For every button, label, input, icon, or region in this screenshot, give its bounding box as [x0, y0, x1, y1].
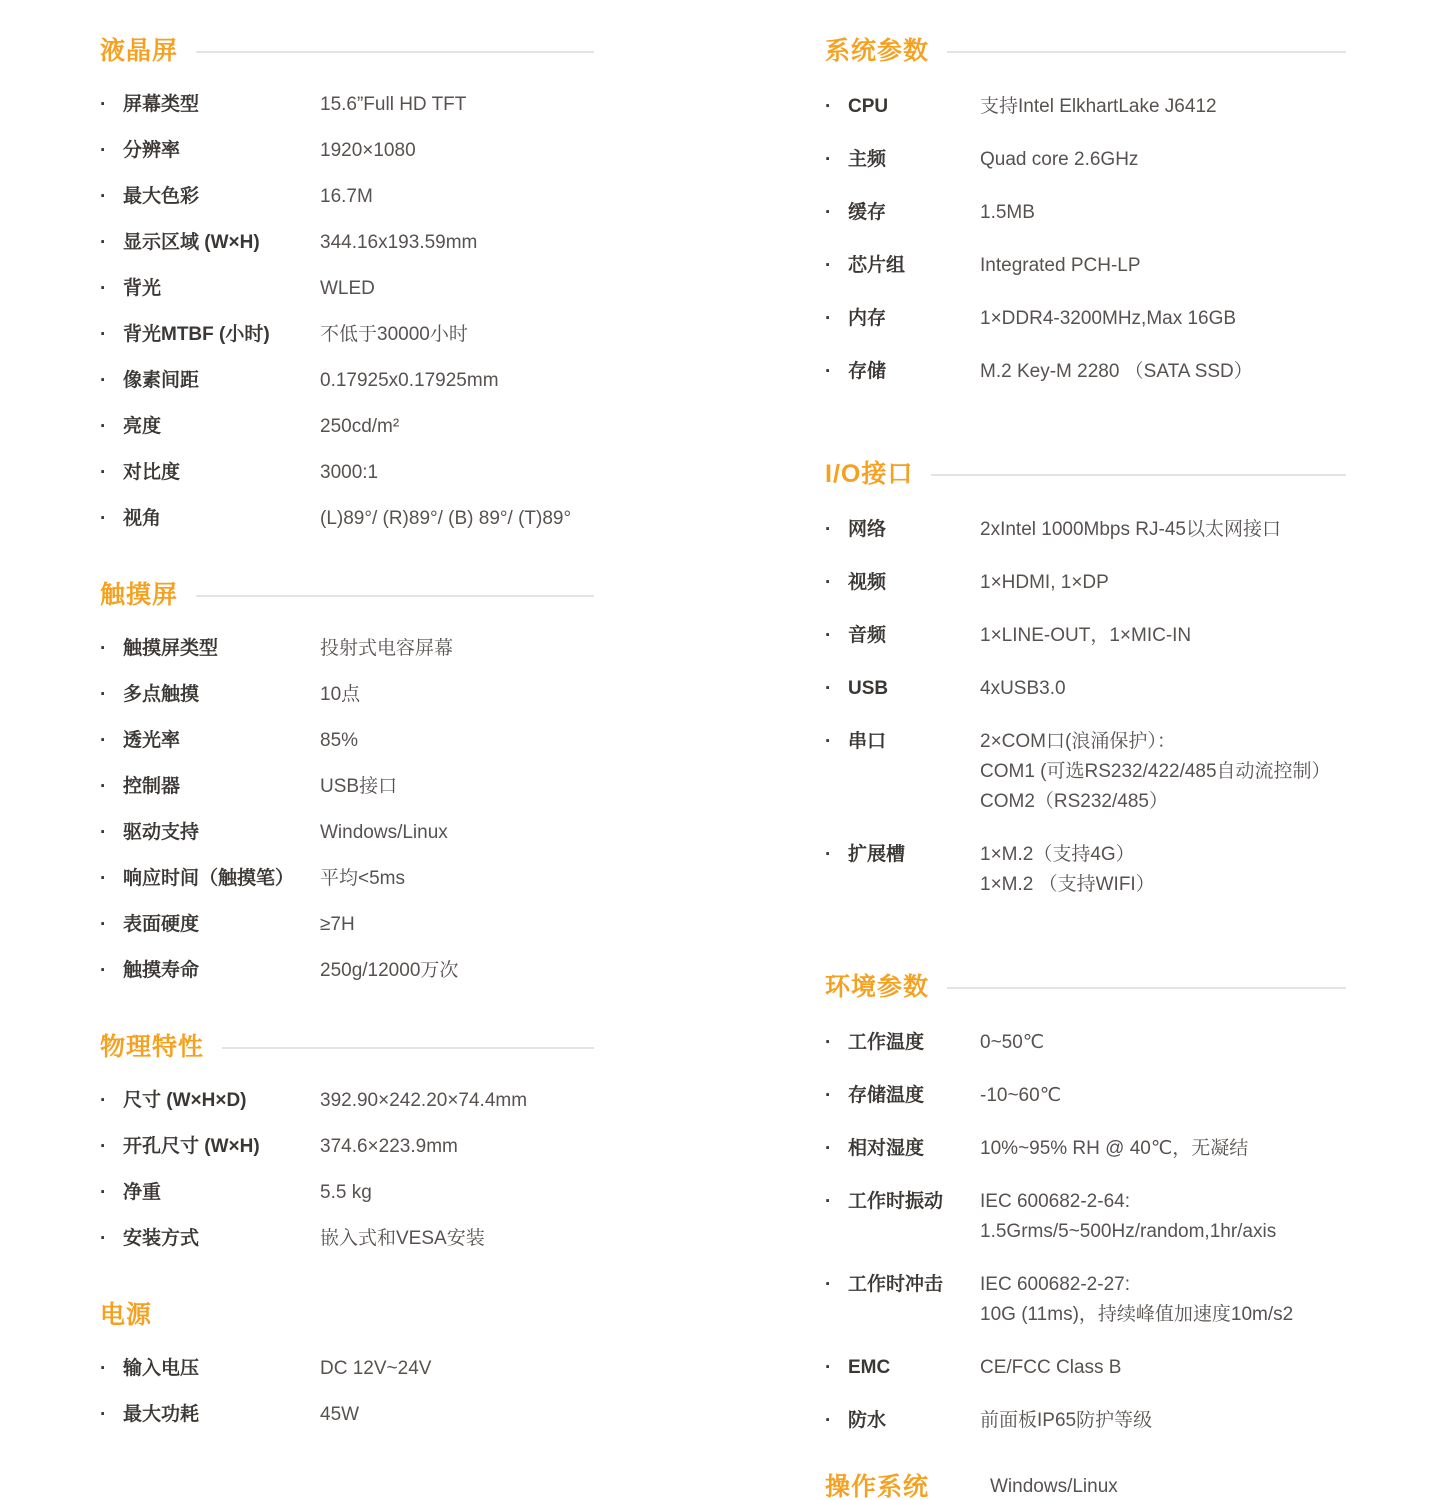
spec-value-line: 不低于30000小时 — [320, 324, 468, 345]
bullet-dot: · — [100, 232, 107, 253]
spec-row — [100, 866, 594, 892]
spec-value-line: 0.17925x0.17925mm — [320, 370, 499, 391]
spec-value-line: 1×M.2（支持4G） — [980, 844, 1135, 865]
spec-label: 主频 — [848, 149, 887, 170]
spec-value-line: 10G (11ms)，持续峰值加速度10m/s2 — [980, 1304, 1294, 1325]
spec-label: 视角 — [123, 508, 162, 529]
bullet-dot: · — [100, 140, 107, 161]
spec-label: 控制器 — [123, 776, 181, 797]
spec-value — [320, 368, 499, 394]
spec-row — [100, 138, 594, 164]
section-title: I/O接口 — [825, 460, 914, 488]
spec-row — [825, 727, 1346, 817]
spec-label: 安装方式 — [123, 1228, 200, 1249]
spec-label: 视频 — [848, 572, 887, 593]
spec-value — [980, 304, 1236, 334]
spec-row — [825, 840, 1346, 900]
section-header — [825, 457, 1346, 491]
spec-value — [320, 506, 571, 532]
spec-value-line: Quad core 2.6GHz — [980, 149, 1139, 170]
spec-value-line: 2xIntel 1000Mbps RJ-45以太网接口 — [980, 519, 1281, 540]
spec-row — [100, 728, 594, 754]
spec-value-line: 0~50℃ — [980, 1032, 1045, 1053]
spec-label: 响应时间（触摸笔） — [123, 868, 295, 889]
bullet-dot: · — [825, 572, 832, 593]
spec-label: 工作时冲击 — [848, 1274, 944, 1295]
spec-label: 屏幕类型 — [123, 94, 200, 115]
spec-value-line: USB接口 — [320, 776, 398, 797]
spec-value-line: 374.6×223.9mm — [320, 1136, 458, 1157]
spec-label: USB — [848, 678, 889, 699]
spec-row — [100, 1226, 594, 1252]
spec-value-line: -10~60℃ — [980, 1085, 1062, 1106]
spec-value — [980, 198, 1035, 228]
section-header — [100, 1030, 594, 1064]
spec-section-left-1 — [100, 578, 594, 984]
spec-value-line: 344.16x193.59mm — [320, 232, 478, 253]
spec-label: CPU — [848, 96, 889, 117]
spec-value-line: 1920×1080 — [320, 140, 416, 161]
spec-row — [825, 1187, 1346, 1247]
section-header — [825, 34, 1346, 68]
spec-value — [980, 251, 1141, 281]
spec-label: 像素间距 — [123, 370, 200, 391]
spec-value — [320, 138, 416, 164]
spec-value-line: WLED — [320, 278, 375, 299]
spec-value-line: IEC 600682-2-64: — [980, 1191, 1130, 1212]
bullet-dot: · — [825, 255, 832, 276]
bullet-dot: · — [100, 278, 107, 299]
spec-value-line: 16.7M — [320, 186, 373, 207]
spec-row — [825, 92, 1346, 122]
bullet-dot: · — [100, 684, 107, 705]
spec-row — [100, 1356, 594, 1382]
spec-label: 背光 — [123, 278, 162, 299]
bullet-dot: · — [825, 308, 832, 329]
spec-row — [825, 304, 1346, 334]
left-column — [100, 34, 594, 1428]
section-title: 操作系统 — [825, 1473, 930, 1500]
spec-section-left-3 — [100, 1298, 594, 1428]
bullet-dot: · — [100, 776, 107, 797]
spec-value — [980, 621, 1191, 651]
spec-value — [320, 92, 466, 118]
spec-label: 表面硬度 — [123, 914, 200, 935]
spec-label: 触摸屏类型 — [123, 638, 219, 659]
bullet-dot: · — [825, 149, 832, 170]
spec-value-line: 10点 — [320, 684, 361, 705]
spec-section-right-3 — [825, 1470, 1346, 1500]
spec-value-line: 392.90×242.20×74.4mm — [320, 1090, 528, 1111]
spec-row — [825, 674, 1346, 704]
spec-value-line: ≥7H — [320, 914, 355, 935]
spec-value — [320, 1088, 527, 1114]
spec-label: 对比度 — [123, 462, 181, 483]
spec-label: 开孔尺寸 (W×H) — [123, 1136, 260, 1157]
bullet-dot: · — [100, 1358, 107, 1379]
bullet-dot: · — [825, 844, 832, 865]
spec-row — [825, 1028, 1346, 1058]
spec-value-line: 10%~95% RH @ 40℃，无凝结 — [980, 1138, 1249, 1159]
spec-label: 显示区域 (W×H) — [123, 232, 260, 253]
spec-row — [100, 460, 594, 486]
bullet-dot: · — [100, 730, 107, 751]
spec-label: 防水 — [848, 1410, 887, 1431]
spec-label: 工作温度 — [848, 1032, 925, 1053]
spec-section-right-2 — [825, 970, 1346, 1436]
spec-row — [825, 515, 1346, 545]
spec-value-line: 2×COM口(浪涌保护）： — [980, 731, 1176, 752]
section-title: 环境参数 — [825, 973, 930, 1001]
spec-value — [320, 184, 373, 210]
spec-row — [100, 1180, 594, 1206]
spec-row — [100, 230, 594, 256]
spec-row — [100, 184, 594, 210]
spec-label: 工作时振动 — [848, 1191, 944, 1212]
spec-value-line: 支持Intel ElkhartLake J6412 — [980, 96, 1217, 117]
spec-value — [320, 1402, 359, 1428]
spec-value-line: DC 12V~24V — [320, 1358, 432, 1379]
bullet-dot: · — [100, 914, 107, 935]
bullet-dot: · — [100, 868, 107, 889]
spec-label: 内存 — [848, 308, 887, 329]
spec-value — [320, 636, 453, 662]
bullet-dot: · — [100, 638, 107, 659]
section-rule-line — [196, 51, 594, 53]
right-column — [825, 34, 1346, 1500]
bullet-dot: · — [100, 1090, 107, 1111]
section-header — [825, 970, 1346, 1004]
bullet-dot: · — [825, 1410, 832, 1431]
spec-row — [825, 357, 1346, 387]
spec-value-line: 4xUSB3.0 — [980, 678, 1066, 699]
spec-label: 输入电压 — [123, 1358, 200, 1379]
spec-row — [825, 621, 1346, 651]
bullet-dot: · — [100, 1228, 107, 1249]
spec-row — [825, 1406, 1346, 1436]
section-title: 触摸屏 — [100, 581, 179, 609]
spec-row — [100, 1088, 594, 1114]
spec-value — [320, 866, 405, 892]
spec-row — [825, 1353, 1346, 1383]
spec-value — [320, 682, 360, 708]
spec-label: 芯片组 — [848, 255, 906, 276]
bullet-dot: · — [100, 186, 107, 207]
spec-label: 音频 — [848, 625, 887, 646]
spec-row — [100, 912, 594, 938]
spec-label: 扩展槽 — [848, 844, 906, 865]
section-header — [100, 34, 594, 68]
spec-value — [980, 840, 1155, 900]
spec-value — [980, 1270, 1293, 1330]
spec-value — [980, 1187, 1276, 1247]
spec-value — [320, 322, 468, 348]
spec-value — [980, 515, 1281, 545]
spec-row — [100, 414, 594, 440]
bullet-dot: · — [825, 96, 832, 117]
bullet-dot: · — [100, 822, 107, 843]
bullet-dot: · — [100, 1404, 107, 1425]
spec-value — [320, 1180, 372, 1206]
spec-label: EMC — [848, 1357, 891, 1378]
spec-label: 亮度 — [123, 416, 162, 437]
spec-value-line: 前面板IP65防护等级 — [980, 1410, 1153, 1431]
spec-value-line: CE/FCC Class B — [980, 1357, 1122, 1378]
spec-value — [320, 1134, 458, 1160]
spec-value — [320, 1226, 485, 1252]
spec-value — [980, 674, 1066, 704]
spec-value-line: COM1 (可选RS232/422/485自动流控制） — [980, 761, 1331, 782]
spec-section-right-0 — [825, 34, 1346, 387]
spec-label: 网络 — [848, 519, 887, 540]
bullet-dot: · — [825, 731, 832, 752]
spec-value — [980, 1028, 1044, 1058]
bullet-dot: · — [100, 416, 107, 437]
bullet-dot: · — [825, 1357, 832, 1378]
spec-value-line: 85% — [320, 730, 359, 751]
spec-label: 最大功耗 — [123, 1404, 200, 1425]
spec-value-line: M.2 Key-M 2280 （SATA SSD） — [980, 361, 1253, 382]
spec-value-line: 250g/12000万次 — [320, 960, 459, 981]
spec-row — [100, 1134, 594, 1160]
bullet-dot: · — [100, 94, 107, 115]
spec-label: 多点触摸 — [123, 684, 200, 705]
spec-value — [320, 728, 358, 754]
bullet-dot: · — [100, 324, 107, 345]
bullet-dot: · — [825, 1138, 832, 1159]
spec-value — [980, 1081, 1061, 1111]
spec-label: 最大色彩 — [123, 186, 200, 207]
spec-value-line: 1×HDMI, 1×DP — [980, 572, 1109, 593]
spec-row — [100, 636, 594, 662]
spec-value-line: 250cd/m² — [320, 416, 400, 437]
spec-value-line: 1.5Grms/5~500Hz/random,1hr/axis — [980, 1221, 1277, 1242]
spec-value — [980, 568, 1109, 598]
spec-row — [100, 92, 594, 118]
spec-value-line: Integrated PCH-LP — [980, 255, 1141, 276]
bullet-dot: · — [825, 678, 832, 699]
spec-label: 背光MTBF (小时) — [123, 324, 270, 345]
spec-row — [825, 568, 1346, 598]
bullet-dot: · — [825, 1274, 832, 1295]
bullet-dot: · — [825, 361, 832, 382]
spec-label: 触摸寿命 — [123, 960, 200, 981]
spec-value-line: (L)89°/ (R)89°/ (B) 89°/ (T)89° — [320, 508, 572, 529]
spec-value-line: 嵌入式和VESA安装 — [320, 1228, 485, 1249]
spec-value — [980, 1406, 1152, 1436]
spec-value-line: COM2（RS232/485） — [980, 791, 1168, 812]
spec-value — [980, 1134, 1248, 1164]
spec-value-line: 投射式电容屏幕 — [320, 638, 454, 659]
spec-value-line: 平均<5ms — [320, 868, 405, 889]
bullet-dot: · — [825, 1085, 832, 1106]
spec-row — [825, 1134, 1346, 1164]
spec-value — [320, 774, 397, 800]
spec-row — [100, 682, 594, 708]
spec-value — [320, 1356, 431, 1382]
spec-value-line: 15.6”Full HD TFT — [320, 94, 467, 115]
section-inline-value: Windows/Linux — [990, 1476, 1118, 1497]
bullet-dot: · — [100, 1136, 107, 1157]
spec-value — [320, 958, 458, 984]
section-header — [100, 1298, 594, 1332]
spec-label: 存储 — [848, 361, 887, 382]
spec-row — [100, 774, 594, 800]
spec-row — [825, 1270, 1346, 1330]
section-rule-line — [931, 474, 1346, 476]
spec-row — [825, 1081, 1346, 1111]
spec-value-line: 1×DDR4-3200MHz,Max 16GB — [980, 308, 1237, 329]
spec-label: 尺寸 (W×H×D) — [123, 1090, 247, 1111]
spec-value-line: IEC 600682-2-27: — [980, 1274, 1130, 1295]
spec-row — [100, 506, 594, 532]
bullet-dot: · — [100, 370, 107, 391]
spec-value-line: 1×LINE-OUT，1×MIC-IN — [980, 625, 1192, 646]
spec-label: 透光率 — [123, 730, 181, 751]
spec-row — [825, 251, 1346, 281]
spec-value — [980, 145, 1138, 175]
bullet-dot: · — [100, 508, 107, 529]
bullet-dot: · — [825, 625, 832, 646]
section-title: 液晶屏 — [100, 37, 179, 65]
bullet-dot: · — [825, 1032, 832, 1053]
section-title: 系统参数 — [825, 37, 930, 65]
spec-value — [320, 414, 399, 440]
spec-value-line: 1×M.2 （支持WIFI） — [980, 874, 1155, 895]
spec-value — [980, 92, 1217, 122]
section-header — [825, 1470, 1346, 1500]
spec-section-left-0 — [100, 34, 594, 532]
section-rule-line — [947, 51, 1346, 53]
spec-label: 存储温度 — [848, 1085, 925, 1106]
spec-row — [100, 368, 594, 394]
spec-label: 驱动支持 — [123, 822, 200, 843]
bullet-dot: · — [100, 462, 107, 483]
spec-row — [825, 198, 1346, 228]
bullet-dot: · — [100, 1182, 107, 1203]
section-title: 物理特性 — [100, 1033, 205, 1061]
spec-row — [100, 958, 594, 984]
spec-value — [320, 912, 355, 938]
spec-row — [100, 322, 594, 348]
spec-value-line: 3000:1 — [320, 462, 379, 483]
spec-value — [320, 276, 375, 302]
spec-value — [980, 357, 1253, 387]
spec-label: 串口 — [848, 731, 887, 752]
spec-section-right-1 — [825, 457, 1346, 900]
spec-section-left-2 — [100, 1030, 594, 1252]
bullet-dot: · — [825, 519, 832, 540]
bullet-dot: · — [100, 960, 107, 981]
section-rule-line — [196, 595, 594, 597]
spec-value-line: 5.5 kg — [320, 1182, 372, 1203]
spec-row — [825, 145, 1346, 175]
section-rule-line — [222, 1047, 594, 1049]
spec-label: 相对湿度 — [848, 1138, 925, 1159]
spec-value — [320, 230, 477, 256]
spec-label: 分辨率 — [123, 140, 181, 161]
spec-value-line: 45W — [320, 1404, 360, 1425]
spec-label: 净重 — [123, 1182, 162, 1203]
spec-value — [320, 460, 378, 486]
spec-value — [980, 727, 1331, 817]
spec-value — [980, 1353, 1121, 1383]
section-header — [100, 578, 594, 612]
spec-row — [100, 276, 594, 302]
spec-row — [100, 820, 594, 846]
spec-value — [320, 820, 448, 846]
spec-label: 缓存 — [848, 202, 887, 223]
spec-row — [100, 1402, 594, 1428]
section-title: 电源 — [100, 1301, 153, 1329]
spec-value-line: Windows/Linux — [320, 822, 448, 843]
bullet-dot: · — [825, 1191, 832, 1212]
section-rule-line — [947, 987, 1346, 989]
spec-value-line: 1.5MB — [980, 202, 1035, 223]
bullet-dot: · — [825, 202, 832, 223]
